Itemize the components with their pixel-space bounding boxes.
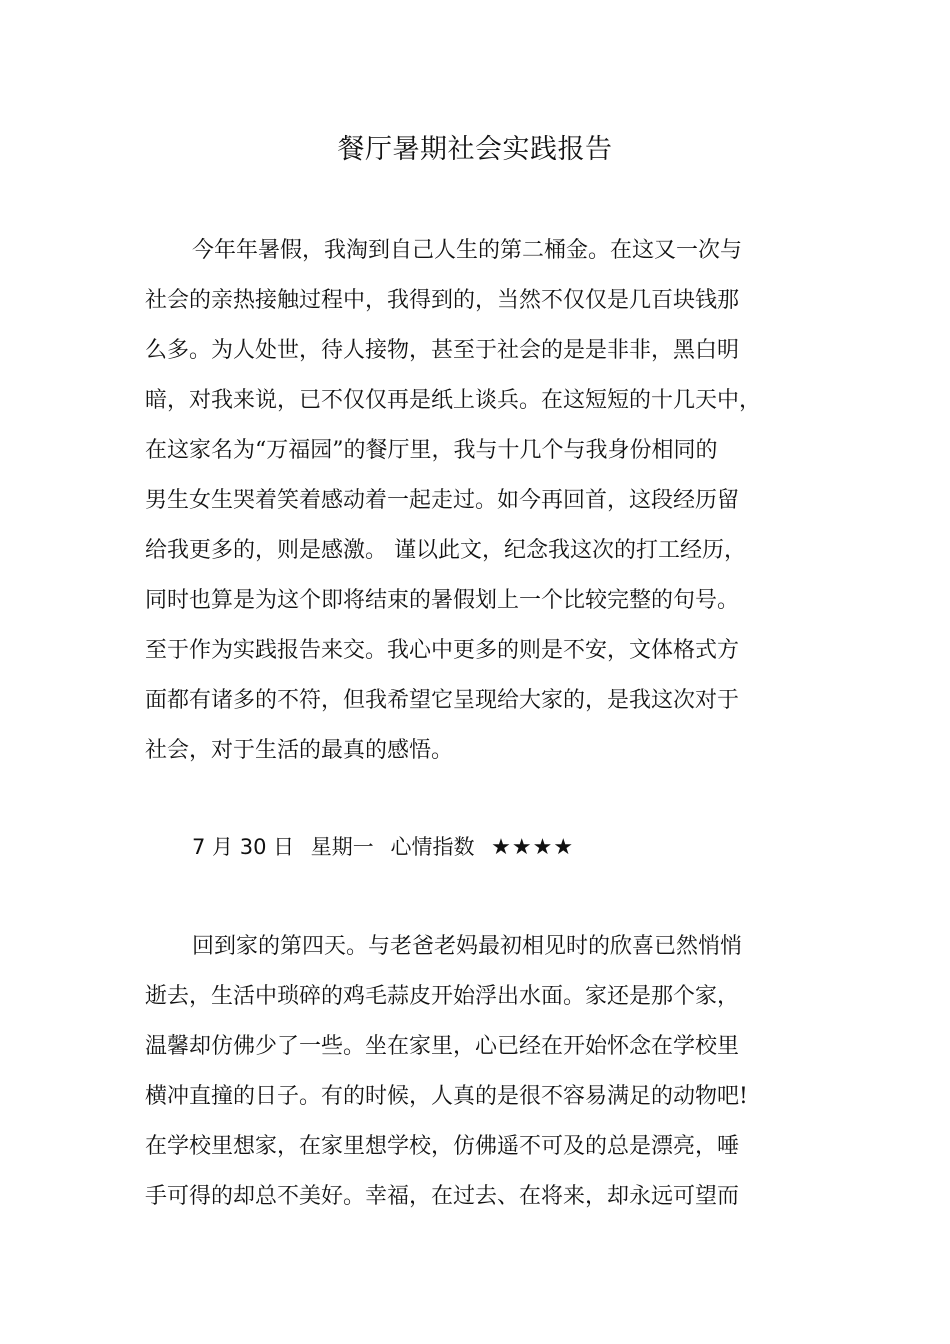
entry-line: 横冲直撞的日子。有的时候，人真的是很不容易满足的动物吧! — [145, 1084, 748, 1109]
intro-line: 暗，对我来说，已不仅仅再是纸上谈兵。在这短短的十几天中， — [145, 388, 762, 413]
intro-paragraph — [145, 226, 815, 776]
entry-line: 逝去，生活中琐碎的鸡毛蒜皮开始浮出水面。家还是那个家， — [145, 984, 740, 1009]
intro-line: 给我更多的，则是感激。 谨以此文，纪念我这次的打工经历， — [145, 538, 746, 563]
intro-line: 今年年暑假，我淘到自己人生的第二桶金。在这又一次与 — [192, 238, 743, 263]
document-title: 餐厅暑期社会实践报告 — [337, 134, 613, 165]
mood-stars: ★★★★ — [491, 835, 575, 860]
intro-line: 同时也算是为这个即将结束的暑假划上一个比较完整的句号。 — [145, 588, 740, 613]
entry-line: 在学校里想家，在家里想学校，仿佛遥不可及的总是漂亮，唾 — [145, 1134, 740, 1159]
mood-label: 心情指数 — [390, 835, 475, 859]
entry-date: 7 月 30 日 — [192, 835, 295, 859]
entry-heading — [192, 822, 584, 872]
entry-paragraph — [145, 922, 815, 1222]
intro-line: 面都有诸多的不符，但我希望它呈现给大家的，是我这次对于 — [145, 688, 740, 713]
intro-line: 么多。为人处世，待人接物，甚至于社会的是是非非，黑白明 — [145, 338, 740, 363]
entry-weekday: 星期一 — [310, 835, 374, 859]
intro-line: 社会，对于生活的最真的感悟。 — [145, 738, 454, 763]
intro-line: 男生女生哭着笑着感动着一起走过。如今再回首，这段经历留 — [145, 488, 740, 513]
entry-line: 回到家的第四天。与老爸老妈最初相见时的欣喜已然悄悄 — [192, 934, 743, 959]
entry-line: 手可得的却总不美好。幸福，在过去、在将来，却永远可望而 — [145, 1184, 740, 1209]
intro-line: 在这家名为“万福园”的餐厅里，我与十几个与我身份相同的 — [145, 438, 718, 463]
entry-line: 温馨却仿佛少了一些。坐在家里，心已经在开始怀念在学校里 — [145, 1034, 740, 1059]
intro-line: 至于作为实践报告来交。我心中更多的则是不安，文体格式方 — [145, 638, 740, 663]
intro-line: 社会的亲热接触过程中，我得到的，当然不仅仅是几百块钱那 — [145, 288, 740, 313]
